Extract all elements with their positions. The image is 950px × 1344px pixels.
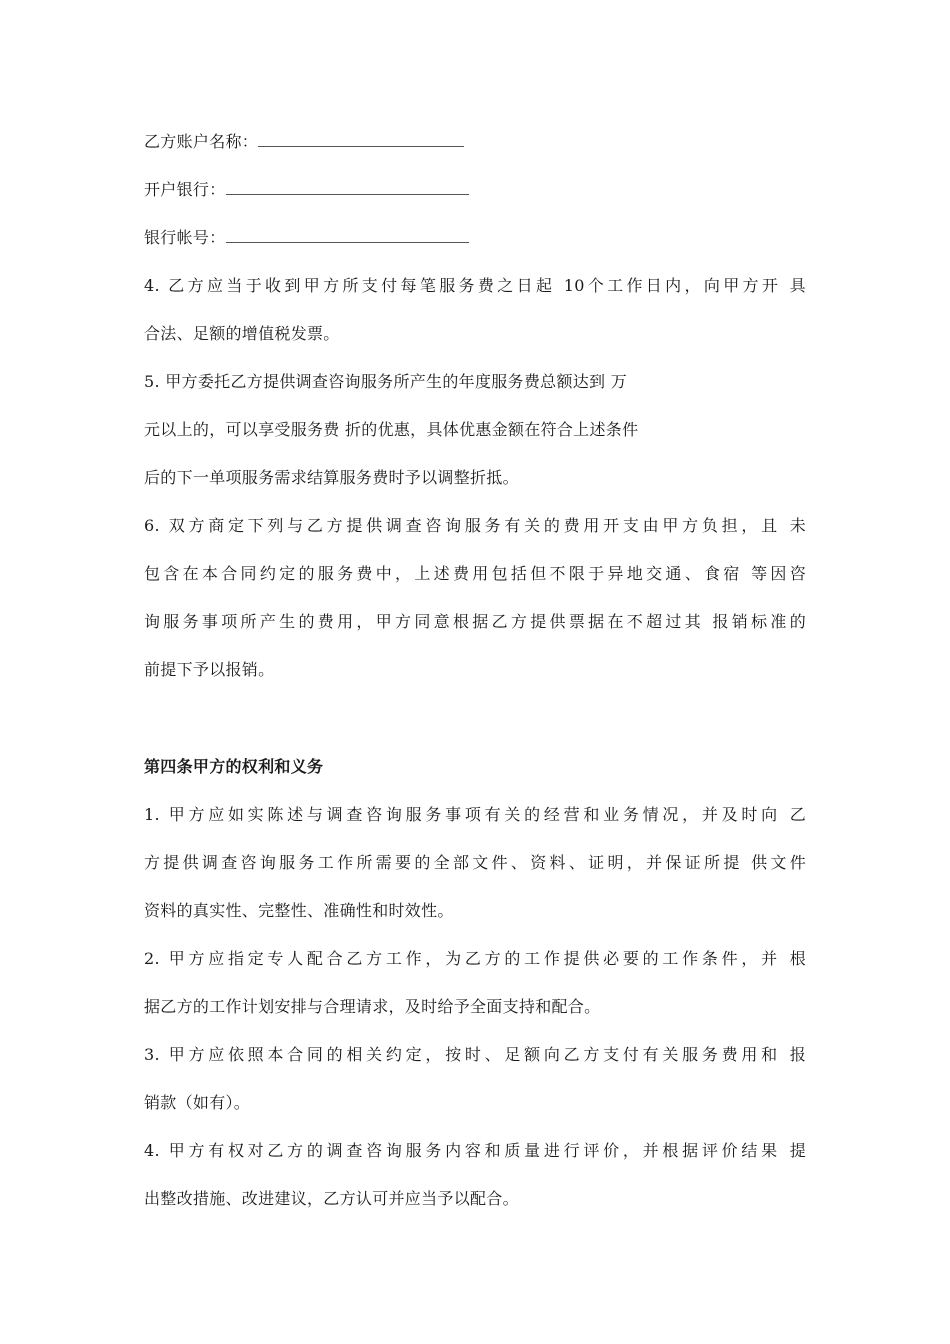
account-name-field [144, 132, 464, 152]
account-name-blank [258, 132, 464, 147]
bank-name-label: 开户银行： [144, 180, 226, 199]
bank-account-field [144, 228, 469, 248]
clause4-item1-line2: 方提供调查咨询服务工作所需要的全部文件、资料、证明，并保证所提 供文件 [144, 853, 806, 872]
clause4-item3-line1: 3. 甲方应依照本合同的相关约定，按时、足额向乙方支付有关服务费用和 报 [144, 1045, 806, 1064]
clause4-item3-line2: 销款（如有）。 [144, 1093, 251, 1112]
bank-account-blank [226, 228, 469, 243]
clause4-item4-line2: 出整改措施、改进建议，乙方认可并应当予以配合。 [144, 1189, 519, 1208]
clause4-item2-line1: 2. 甲方应指定专人配合乙方工作，为乙方的工作提供必要的工作条件，并 根 [144, 949, 806, 968]
account-name-label: 乙方账户名称： [144, 132, 259, 151]
bank-name-blank [226, 180, 469, 195]
clause4-item4-line1: 4. 甲方有权对乙方的调查咨询服务内容和质量进行评价，并根据评价结果 提 [144, 1141, 806, 1160]
clause3-item4-line1: 4. 乙方应当于收到甲方所支付每笔服务费之日起 10个工作日内，向甲方开 具 [144, 276, 806, 295]
clause3-item6-line1: 6. 双方商定下列与乙方提供调查咨询服务有关的费用开支由甲方负担，且 未 [144, 516, 806, 535]
clause3-item5-line1: 5. 甲方委托乙方提供调查咨询服务所产生的年度服务费总额达到 万 [144, 372, 628, 391]
clause3-item6-line4: 前提下予以报销。 [144, 660, 275, 679]
bank-name-field [144, 180, 469, 200]
clause3-item6-line3: 询服务事项所产生的费用，甲方同意根据乙方提供票据在不超过其 报销标准的 [144, 612, 806, 631]
clause3-item5-line3: 后的下一单项服务需求结算服务费时予以调整折抵。 [144, 468, 519, 487]
clause4-item1-line3: 资料的真实性、完整性、准确性和时效性。 [144, 901, 454, 920]
clause4-item2-line2: 据乙方的工作计划安排与合理请求，及时给予全面支持和配合。 [144, 997, 601, 1016]
clause3-item4-line2: 合法、足额的增值税发票。 [144, 324, 340, 343]
clause4-item1-line1: 1. 甲方应如实陈述与调查咨询服务事项有关的经营和业务情况，并及时向 乙 [144, 805, 806, 824]
clause4-title: 第四条甲方的权利和义务 [144, 757, 324, 776]
bank-account-label: 银行帐号： [144, 228, 226, 247]
clause3-item6-line2: 包含在本合同约定的服务费中，上述费用包括但不限于异地交通、食宿 等因咨 [144, 564, 806, 583]
clause3-item5-line2: 元以上的，可以享受服务费 折的优惠，具体优惠金额在符合上述条件 [144, 420, 639, 439]
